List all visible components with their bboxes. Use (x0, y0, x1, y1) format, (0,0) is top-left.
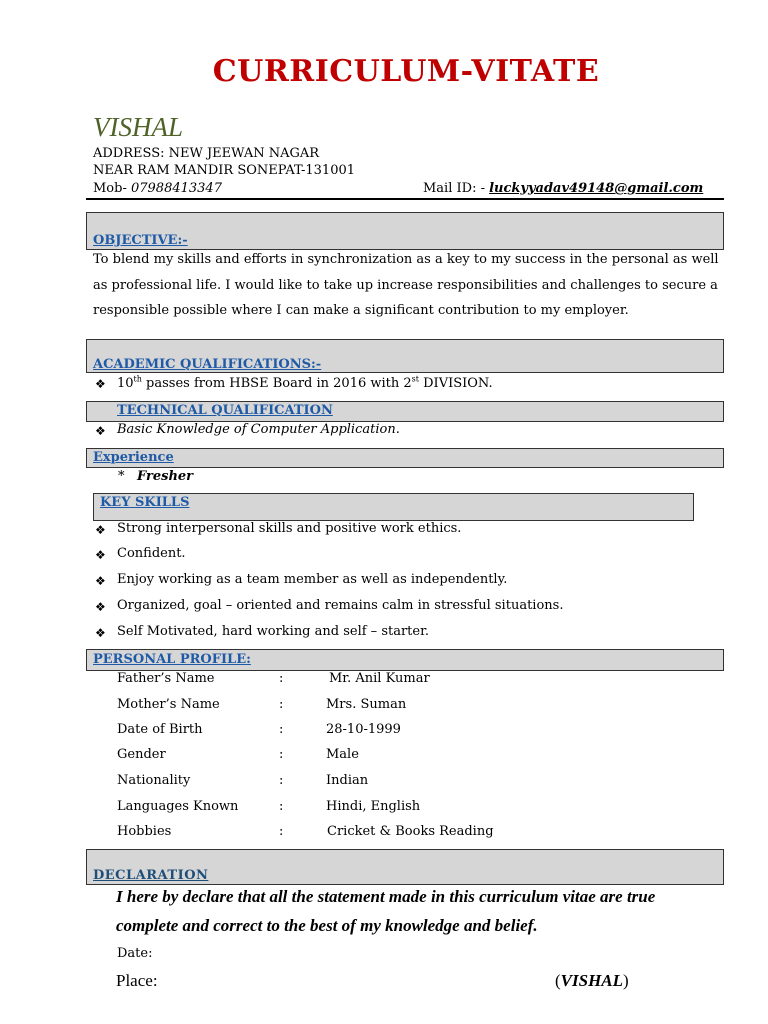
profile-separator: : (279, 824, 284, 839)
mail-label: Mail ID: - (423, 181, 490, 196)
skill-item: Enjoy working as a team member as well as independently. (117, 572, 508, 587)
skill-bullet: ❖ (95, 523, 106, 537)
key-skills-heading: KEY SKILLS (100, 495, 190, 510)
skill-bullet: ❖ (95, 600, 106, 614)
mail-row (423, 181, 703, 196)
profile-separator: : (279, 671, 284, 686)
profile-value: Mrs. Suman (326, 697, 407, 712)
address-line-1: ADDRESS: NEW JEEWAN NAGAR (93, 146, 320, 161)
skill-bullet: ❖ (95, 548, 106, 562)
candidate-name: VISHAL (93, 112, 183, 142)
academic-bullet: ❖ (95, 377, 106, 391)
declaration-line-2: complete and correct to the best of my knowledge and belief. (116, 916, 538, 935)
profile-value: Indian (326, 773, 369, 788)
experience-bar (86, 448, 724, 468)
header-divider (86, 198, 724, 200)
technical-item: Basic Knowledge of Computer Application. (117, 422, 400, 437)
skill-item: Confident. (117, 546, 186, 561)
experience-heading: Experience (93, 450, 174, 465)
signature (555, 971, 629, 991)
signature-name: VISHAL (560, 971, 624, 990)
profile-separator: : (279, 773, 284, 788)
experience-bullet: * (118, 469, 125, 484)
objective-line-2: as professional life. I would like to take up increase responsibilities and challenges to secure a (93, 278, 718, 293)
page-title: CURRICULUM-VITATE (212, 54, 600, 89)
technical-bullet: ❖ (95, 424, 106, 438)
skill-item: Self Motivated, hard working and self – starter. (117, 624, 430, 639)
profile-value: Cricket & Books Reading (327, 824, 494, 839)
academic-division: DIVISION. (419, 376, 493, 391)
academic-middle: passes from HBSE Board in 2016 with 2 (141, 376, 412, 391)
address-line-2: NEAR RAM MANDIR SONEPAT-131001 (93, 163, 356, 178)
academic-item (117, 376, 493, 391)
profile-label: Date of Birth (117, 722, 203, 737)
profile-label: Father’s Name (117, 671, 215, 686)
mobile-label: Mob- (93, 181, 131, 196)
profile-label: Gender (117, 747, 166, 762)
skill-item: Strong interpersonal skills and positive work ethics. (117, 521, 462, 536)
profile-value: Male (326, 747, 359, 762)
profile-value: Mr. Anil Kumar (329, 671, 430, 686)
date-label: Date: (117, 946, 153, 961)
profile-separator: : (279, 697, 284, 712)
profile-separator: : (279, 722, 284, 737)
profile-label: Mother’s Name (117, 697, 220, 712)
email-link[interactable]: luckyyadav49148@gmail.com (489, 181, 704, 196)
profile-value: 28-10-1999 (326, 722, 401, 737)
academic-sup-st: st (411, 374, 419, 384)
skill-item: Organized, goal – oriented and remains calm in stressful situations. (117, 598, 564, 613)
place-label: Place: (116, 971, 158, 990)
signature-close-paren: ) (623, 971, 629, 990)
profile-separator: : (279, 747, 284, 762)
academic-class: 10 (117, 376, 134, 391)
academic-sup-th: th (133, 374, 142, 384)
technical-heading: TECHNICAL QUALIFICATION (117, 403, 333, 418)
skill-bullet: ❖ (95, 574, 106, 588)
objective-line-3: responsible possible where I can make a significant contribution to my employer. (93, 303, 629, 318)
objective-heading: OBJECTIVE:- (93, 233, 188, 248)
profile-label: Hobbies (117, 824, 172, 839)
profile-separator: : (279, 799, 284, 814)
mobile-row (93, 181, 222, 196)
profile-label: Nationality (117, 773, 191, 788)
skill-bullet: ❖ (95, 626, 106, 640)
profile-value: Hindi, English (326, 799, 421, 814)
declaration-heading: DECLARATION (93, 868, 209, 883)
experience-item: Fresher (137, 469, 194, 484)
personal-heading: PERSONAL PROFILE: (93, 652, 251, 667)
signature-open-paren: ( (555, 971, 561, 990)
academic-heading: ACADEMIC QUALIFICATIONS:- (93, 357, 322, 372)
objective-line-1: To blend my skills and efforts in synchronization as a key to my success in the personal as well (93, 252, 719, 267)
mobile-number: 07988413347 (130, 181, 222, 196)
profile-label: Languages Known (117, 799, 239, 814)
declaration-line-1: I here by declare that all the statement made in this curriculum vitae are true (116, 887, 656, 906)
